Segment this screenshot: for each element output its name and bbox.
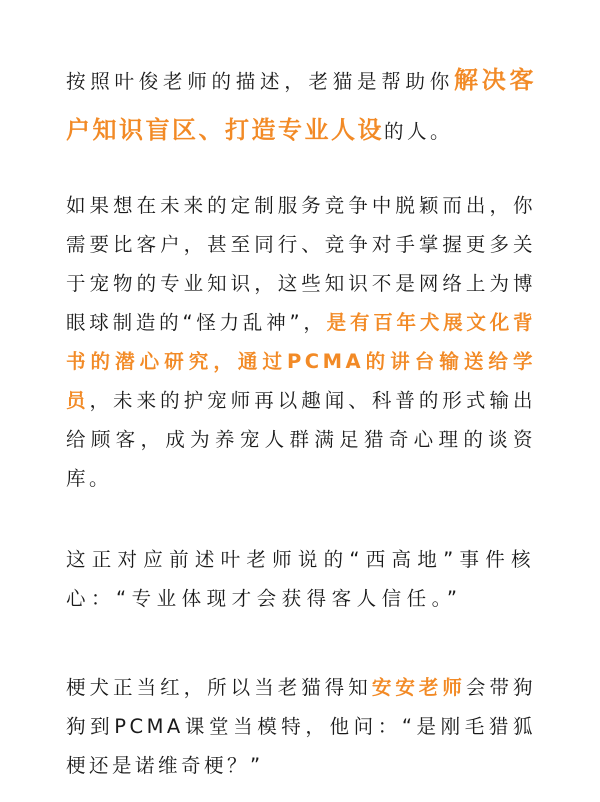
intro-highlight: 解决客户知识盲区、打造专业人设 — [66, 66, 536, 144]
competition-highlight: 是有百年犬展文化背书的潜心研究，通过PCMA的讲台输送给学员 — [66, 311, 536, 412]
terrier-highlight: 安安老师 — [371, 676, 466, 699]
competition-text-start: 如果想在未来的定制服务竞争中脱颖而出，你需要比客户，甚至同行、竞争对手掌握更多关于宠物的专业知识，这些知识不是网络上为博眼球制造的“怪力乱神”， — [66, 194, 536, 334]
competition-text-end: ，未来的护宠师再以趣闻、科普的形式输出给顾客，成为养宠人群满足猎奇心理的谈资库。 — [66, 389, 536, 490]
paragraph-intro — [66, 56, 536, 156]
core-quote-text: 这正对应前述叶老师说的“西高地”事件核心：“专业体现才会获得客人信任。” — [66, 548, 536, 610]
paragraph-terrier — [66, 668, 536, 785]
terrier-text-end: 会带狗狗到PCMA课堂当模特，他问：“是刚毛猎狐梗还是诺维奇梗？” — [66, 676, 536, 777]
intro-text-start: 按照叶俊老师的描述，老猫是帮助你 — [66, 70, 454, 93]
terrier-text-start: 梗犬正当红，所以当老猫得知 — [66, 676, 372, 699]
paragraph-competition — [66, 186, 536, 498]
intro-text-end: 的人。 — [384, 120, 454, 143]
paragraph-core-quote — [66, 540, 536, 618]
